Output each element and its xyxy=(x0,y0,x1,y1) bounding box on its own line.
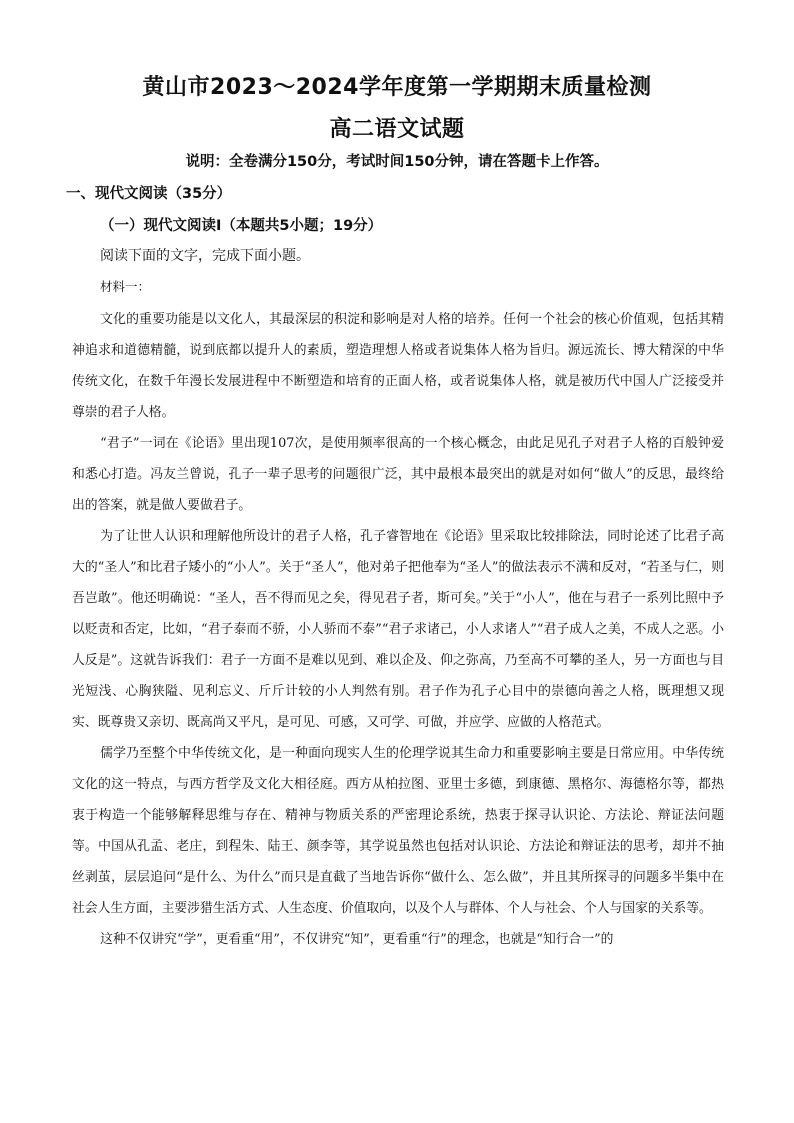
reading-prompt: 阅读下面的文字，完成下面小题。 xyxy=(100,248,310,264)
subsection-heading: （一）现代文阅读Ⅰ（本题共5小题；19分） xyxy=(100,218,383,234)
passage-paragraph: “君子”一词在《论语》里出现107次，是使用频率很高的一个核心概念，由此足见孔子对君子人格的百般钟爱和悉心打造。冯友兰曾说，孔子一辈子思考的问题很广泛，其中最根本最突出的就是对如何“做人”的反思，最终给出的答案，就是做人要做君子。 xyxy=(72,436,724,513)
passage-paragraph: 为了让世人认识和理解他所设计的君子人格，孔子睿智地在《论语》里采取比较排除法，同时论述了比君子高大的“圣人”和比君子矮小的“小人”。关于“圣人”，他对弟子把他奉为“圣人”的做法表示不满和反对，“若圣与仁，则吾岂敢”。他还明确说：“圣人，吾不得而见之矣，得见君子者，斯可矣。”关于“小人”，他在与君子一系列比照中予以贬责和否定，比如，“君子泰而不骄，小人骄而不泰”“君子求诸己，小人求诸人”“君子成人之美，不成人之恶。小人反是”。这就告诉我们：君子一方面不是难以见到、难以企及、仰之弥高，乃至高不可攀的圣人，另一方面也与目光短浅、心胸狭隘、见利忘义、斤斤计较的小人判然有别。君子作为孔子心目中的崇德向善之人格，既理想又现实、既尊贵又亲切、既高尚又平凡，是可见、可感，又可学、可做，并应学、应做的人格范式。 xyxy=(72,529,724,730)
exam-subtitle: 高二语文试题 xyxy=(329,117,465,142)
passage-paragraph: 儒学乃至整个中华传统文化，是一种面向现实人生的伦理学说其生命力和重要影响主要是日常应用。中华传统文化的这一特点，与西方哲学及文化大相径庭。西方从柏拉图、亚里士多德，到康德、黑格尔、海德格尔等，都热衷于构造一个能够解释思维与存在、精神与物质关系的严密理论系统，热衷于探寻认识论、方法论、辩证法问题等。中国从孔孟、老庄，到程朱、陆王、颜李等，其学说虽然也包括对认识论、方法论和辩证法的思考，却并不抽丝剥茧，层层追问“是什么、为什么”而只是直截了当地告诉你“做什么、怎么做”，并且其所探寻的问题多半集中在社会人生方面，主要涉猎生活方式、人生态度、价值取向，以及个人与群体、个人与社会、个人与国家的关系等。 xyxy=(72,746,724,916)
passage-paragraph: 文化的重要功能是以文化人，其最深层的积淀和影响是对人格的培养。任何一个社会的核心价值观，包括其精神追求和道德精髓，说到底都以提升人的素质，塑造理想人格或者说集体人格为旨归。源远流长、博大精深的中华传统文化，在数千年漫长发展进程中不断塑造和培育的正面人格，或者说集体人格，就是被历代中国人广泛接受并尊崇的君子人格。 xyxy=(72,312,724,420)
section-heading: 一、现代文阅读（35分） xyxy=(66,186,232,202)
passage-paragraph: 这种不仅讲究“学”，更看重“用”，不仅讲究“知”，更看重“行”的理念，也就是“知行合一”的 xyxy=(100,932,614,947)
material-label: 材料一： xyxy=(100,279,151,294)
exam-instructions: 说明：全卷满分150分，考试时间150分钟，请在答题卡上作答。 xyxy=(185,154,609,170)
exam-title: 黄山市2023～2024学年度第一学期期末质量检测 xyxy=(142,75,652,100)
passage-body xyxy=(72,304,724,955)
